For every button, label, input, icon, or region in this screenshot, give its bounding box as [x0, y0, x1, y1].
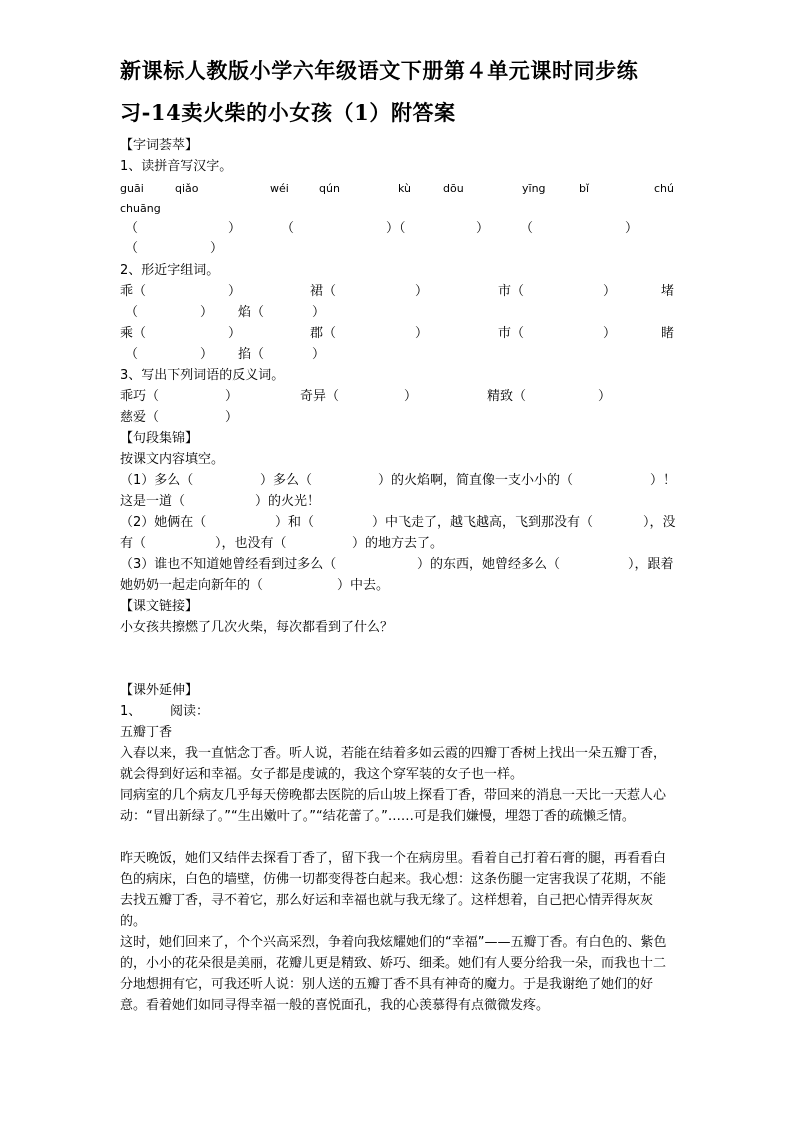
- fill-text[interactable]: ）多么（: [260, 473, 313, 488]
- fill-text[interactable]: （1）多么（: [120, 473, 194, 488]
- link-question: 小女孩共擦燃了几次火柴，每次都看到了什么？: [120, 620, 394, 635]
- char-item[interactable]: 乘（: [120, 326, 147, 341]
- pinyin-ying: yīng: [522, 182, 546, 195]
- pinyin-wei: wéi: [270, 182, 289, 195]
- answer-blank-close: ）: [312, 305, 326, 320]
- item-number: 1、: [120, 704, 142, 719]
- answer-blank-open[interactable]: （: [125, 241, 139, 256]
- antonym-item[interactable]: 精致（: [487, 389, 527, 404]
- pinyin-ku: kù: [398, 182, 412, 195]
- q1-prompt: 1、读拼音写汉字。: [120, 159, 233, 174]
- answer-blank-close: ）: [603, 284, 617, 299]
- fill-text: ）的火光！: [255, 494, 321, 509]
- answer-blank-close: ）: [228, 284, 242, 299]
- answer-blank-open[interactable]: （: [125, 347, 139, 362]
- char-item[interactable]: 掐（: [238, 347, 265, 362]
- answer-blank-open[interactable]: （: [125, 221, 139, 236]
- answer-blank-close-open[interactable]: ）（: [386, 221, 406, 236]
- char-item[interactable]: 裙（: [310, 284, 337, 299]
- story-paragraph: 入春以来，我一直惦念丁香。听人说，若能在结着多如云霞的四瓣丁香树上找出一朵五瓣丁香，就会得到好运和幸福。女子都是虔诚的，我这个穿军装的女子也一样。: [120, 746, 667, 782]
- answer-blank-close: ）: [228, 326, 242, 341]
- pinyin-dou: dōu: [443, 182, 464, 195]
- story-paragraph: 同病室的几个病友几乎每天傍晚都去医院的后山坡上探看丁香，带回来的消息一天比一天惹人心动：“冒出新绿了。”“生出嫩叶了。”“结花蕾了。”……可是我们嫌慢，埋怨丁香的疏懒乏情。: [120, 788, 667, 824]
- section-header-sentences: 【句段集锦】: [120, 431, 199, 446]
- fill-text[interactable]: （2）她俩在（: [120, 515, 207, 530]
- fill-text[interactable]: ），也没有（: [215, 536, 287, 551]
- answer-blank-open[interactable]: （: [125, 305, 139, 320]
- fill-text: ），跟着: [628, 557, 674, 572]
- pinyin-guai: guāi: [120, 182, 144, 195]
- answer-blank-close: ）: [598, 389, 612, 404]
- char-item[interactable]: 巿（: [498, 326, 525, 341]
- page-title-line-1: 新课标人教版小学六年级语文下册第４单元课时同步练: [120, 58, 639, 83]
- answer-blank-close: ）: [228, 221, 242, 236]
- answer-blank-close: ）: [415, 284, 429, 299]
- fill-text[interactable]: ）中飞走了，越飞越高，飞到那没有（: [372, 515, 594, 530]
- char-item[interactable]: 市（: [498, 284, 525, 299]
- page-title-line-2: 习-14卖火柴的小女孩（1）附答案: [120, 100, 456, 125]
- answer-blank-open[interactable]: （: [281, 221, 295, 236]
- story-title: 五瓣丁香: [120, 725, 173, 740]
- story-paragraph: 昨天晚饭，她们又结伴去探看丁香了，留下我一个在病房里。看着自己打着石膏的腿，再看看白色的病床，白色的墙壁，仿佛一切都变得苍白起来。我心想：这条伤腿一定害我误了花期，不能去找五瓣丁香，寻不着它，那么好运和幸福也就与我无缘了。这样想着，自己把心情弄得灰灰的。: [120, 851, 667, 929]
- fill-text[interactable]: 她奶奶一起走向新年的（: [120, 578, 264, 593]
- section-header-extension: 【课外延伸】: [120, 683, 199, 698]
- item-label: 阅读：: [170, 704, 210, 719]
- q2-prompt: 2、形近字组词。: [120, 263, 220, 278]
- answer-blank-close: ）: [625, 221, 639, 236]
- antonym-item[interactable]: 乖巧（: [120, 389, 160, 404]
- fill-text[interactable]: ）和（: [275, 515, 315, 530]
- answer-blank-close: ）: [404, 389, 418, 404]
- char-item: 睹: [661, 326, 675, 341]
- answer-blank-open[interactable]: （: [520, 221, 534, 236]
- antonym-item[interactable]: 慈爱（: [120, 410, 160, 425]
- fill-text: ），没: [643, 515, 676, 530]
- pinyin-chu: chú: [654, 182, 674, 195]
- fill-text: ）的地方去了。: [352, 536, 444, 551]
- section-header-link: 【课文链接】: [120, 599, 199, 614]
- fill-text[interactable]: ）的火焰啊，简直像一支小小的（: [378, 473, 574, 488]
- fill-text[interactable]: 这是一道（: [120, 494, 186, 509]
- antonym-item[interactable]: 奇异（: [300, 389, 340, 404]
- pinyin-chuang: chuāng: [120, 202, 161, 215]
- pinyin-qun: qún: [319, 182, 340, 195]
- fill-text[interactable]: ）的东西，她曾经多么（: [417, 557, 561, 572]
- answer-blank-close: ）: [603, 326, 617, 341]
- fill-text: ）中去。: [337, 578, 390, 593]
- char-item: 堵: [661, 284, 675, 299]
- answer-blank-close: ）: [225, 410, 239, 425]
- story-paragraph: 这时，她们回来了，个个兴高采烈，争着向我炫耀她们的“幸福”——五瓣丁香。有白色的、紫色的，小小的花朵很是美丽，花瓣儿更是精致、娇巧、细柔。她们有人要分给我一朵，而我也十二分地想拥有它，可我还听人说：别人送的五瓣丁香不具有神奇的魔力。于是我谢绝了她们的好意。看着她们如同寻得幸福一般的喜悦面孔，我的心羡慕得有点微微发疼。: [120, 935, 667, 1013]
- section-header-words: 【字词荟萃】: [120, 138, 199, 153]
- answer-blank-close: ）: [476, 221, 490, 236]
- char-item[interactable]: 郡（: [310, 326, 337, 341]
- char-item[interactable]: 乖（: [120, 284, 147, 299]
- answer-blank-close: ）: [200, 305, 214, 320]
- sentences-intro: 按课文内容填空。: [120, 452, 225, 467]
- answer-blank-close: ）: [225, 389, 239, 404]
- fill-text[interactable]: 有（: [120, 536, 147, 551]
- char-item[interactable]: 焰（: [238, 305, 265, 320]
- fill-text: ）！: [650, 473, 677, 488]
- pinyin-bi: bǐ: [579, 182, 590, 195]
- answer-blank-close: ）: [312, 347, 326, 362]
- answer-blank-close: ）: [200, 347, 214, 362]
- answer-blank-close: ）: [415, 326, 429, 341]
- answer-blank-close: ）: [210, 241, 224, 256]
- q3-prompt: 3、写出下列词语的反义词。: [120, 368, 285, 383]
- fill-text[interactable]: （3）谁也不知道她曾经看到过多么（: [120, 557, 337, 572]
- pinyin-qiao: qiǎo: [175, 182, 199, 195]
